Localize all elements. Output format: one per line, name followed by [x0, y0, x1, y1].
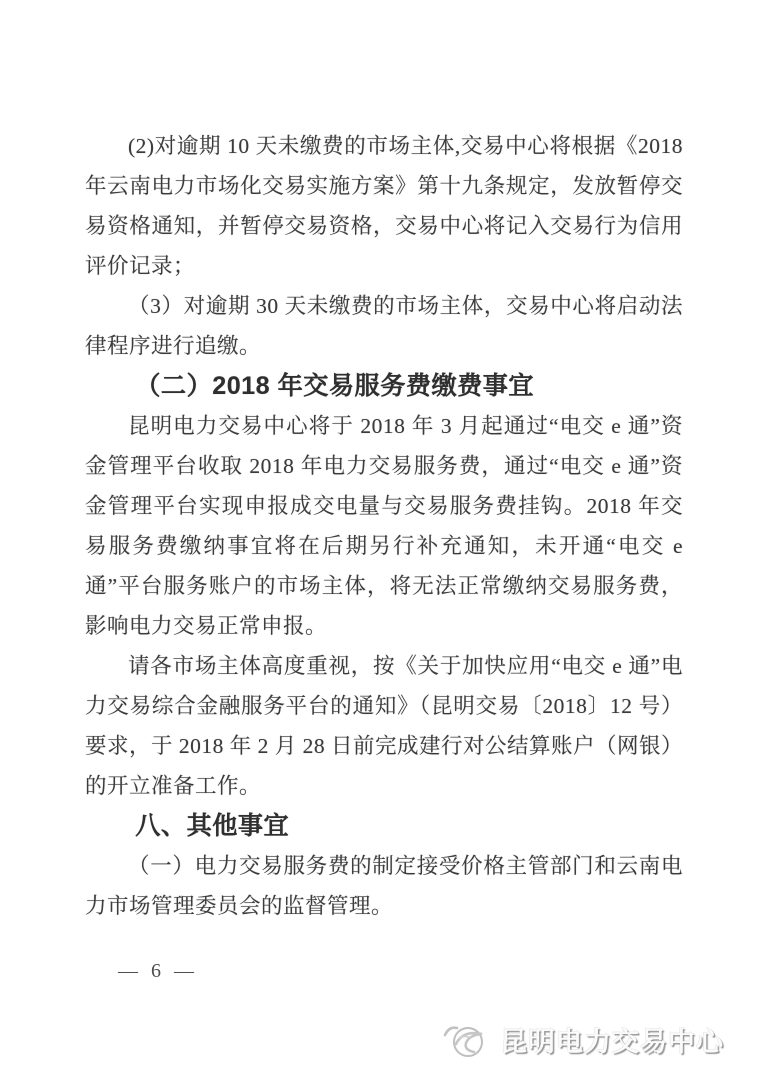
- paragraph-fee-supervision: （一）电力交易服务费的制定接受价格主管部门和云南电力市场管理委员会的监督管理。: [85, 854, 683, 918]
- heading-2018-service-fee-payment: （二）2018 年交易服务费缴费事宜: [135, 372, 535, 400]
- footer-brand: [440, 1018, 724, 1060]
- paragraph-etong-platform-fee-collection: 昆明电力交易中心将于 2018 年 3 月起通过“电交 e 通”资金管理平台收取 2018 年电力交易服务费，通过“电交 e 通”资金管理平台实现申报成交电量与交易服务费挂钩。2018 年交易服务费缴纳事宜将在后期另行补充通知，未开通“电交 e 通”平台服务账户的市场主体，将无法正常缴纳交易服务费，影响电力交易正常申报。: [85, 414, 683, 638]
- paragraph-overdue-30-days: （3）对逾期 30 天未缴费的市场主体，交易中心将启动法律程序进行追缴。: [85, 294, 683, 358]
- footer-brand-text: 昆明电力交易中心: [500, 1026, 724, 1057]
- paragraph-overdue-10-days: (2)对逾期 10 天未缴费的市场主体,交易中心将根据《2018 年云南电力市场化交易实施方案》第十九条规定，发放暂停交易资格通知，并暂停交易资格，交易中心将记入交易行为信用评价记录；: [85, 134, 683, 278]
- document-body: [85, 126, 683, 926]
- heading-other-matters: 八、其他事宜: [135, 812, 290, 840]
- paragraph-bank-account-preparation: 请各市场主体高度重视，按《关于加快应用“电交 e 通”电力交易综合金融服务平台的通知》（昆明交易〔2018〕12 号）要求，于 2018 年 2 月 28 日前完成建行对公结算账户（网银）的开立准备工作。: [85, 654, 684, 798]
- bird-circle-logo-icon: [440, 1018, 492, 1060]
- page-number: — 6 —: [118, 960, 198, 982]
